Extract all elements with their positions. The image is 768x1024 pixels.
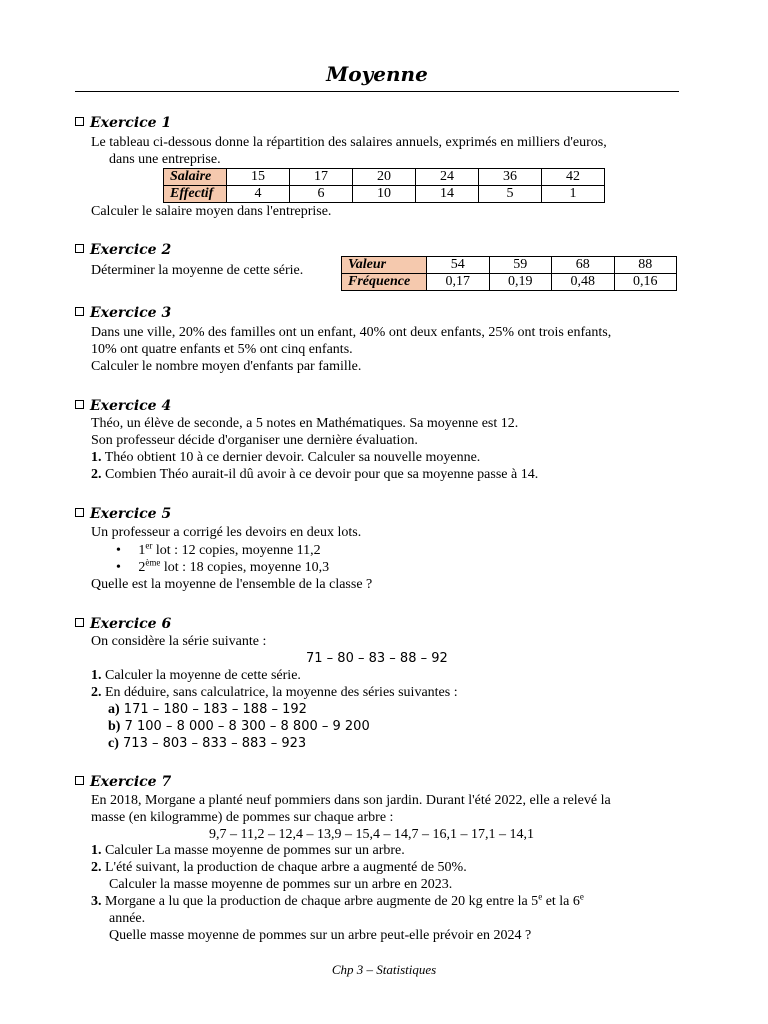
exercise-5-header	[75, 505, 679, 523]
exercise-1-text-line2: dans une entreprise.	[109, 152, 221, 167]
question-number: 1.	[91, 450, 102, 465]
list-item	[116, 559, 329, 576]
question-text: Morgane a lu que la production de chaque arbre augmente de 20 kg entre la 5	[101, 894, 539, 909]
checkbox-square-icon	[75, 400, 84, 409]
frequency-table	[341, 256, 677, 291]
page-title: Moyenne	[326, 62, 428, 86]
table-cell: 0,48	[552, 274, 615, 291]
title-underline	[75, 91, 679, 92]
series-values: 171 – 180 – 183 – 188 – 192	[119, 702, 307, 717]
exercise-3-header	[75, 304, 679, 322]
table-cell: 68	[552, 257, 615, 274]
exercise-3-line1: Dans une ville, 20% des familles ont un enfant, 40% ont deux enfants, 25% ont trois enfants,	[91, 325, 612, 340]
exercise-7-line2: masse (en kilogramme) de pommes sur chaque arbre :	[91, 810, 394, 825]
table-cell: 0,16	[614, 274, 677, 291]
exercise-7-question-3-final: Quelle masse moyenne de pommes sur un arbre peut-elle prévoir en 2024 ?	[109, 928, 532, 943]
exercise-1-title: Exercice 1	[90, 115, 172, 131]
table-cell: 14	[416, 186, 479, 203]
exercise-6-header	[75, 615, 679, 633]
table-row-label: Valeur	[342, 257, 427, 274]
exercise-5-question: Quelle est la moyenne de l'ensemble de la classe ?	[91, 577, 373, 592]
exercise-7-question-2-cont: Calculer la masse moyenne de pommes sur un arbre en 2023.	[109, 877, 453, 892]
table-cell: 1	[542, 186, 605, 203]
table-cell: 0,17	[427, 274, 490, 291]
checkbox-square-icon	[75, 618, 84, 627]
checkbox-square-icon	[75, 307, 84, 316]
question-text: Calculer La masse moyenne de pommes sur un arbre.	[101, 843, 405, 858]
item-label: b)	[108, 719, 121, 734]
exercise-7-title: Exercice 7	[90, 774, 172, 790]
exercise-4-line1: Théo, un élève de seconde, a 5 notes en Mathématiques. Sa moyenne est 12.	[91, 416, 519, 431]
question-number: 2.	[91, 467, 102, 482]
bullet-ordinal: 2	[138, 560, 146, 575]
table-cell: 15	[227, 169, 290, 186]
exercise-7-question-3-cont: année.	[109, 911, 146, 926]
exercise-5-line1: Un professeur a corrigé les devoirs en deux lots.	[91, 525, 362, 540]
table-cell: 54	[427, 257, 490, 274]
exercise-3-line2: 10% ont quatre enfants et 5% ont cinq enfants.	[91, 342, 353, 357]
ordinal-suffix: er	[145, 540, 153, 551]
exercise-4-title: Exercice 4	[90, 398, 172, 414]
page-footer: Chp 3 – Statistiques	[331, 962, 437, 977]
exercise-6-line1: On considère la série suivante :	[91, 634, 267, 649]
table-cell: 6	[290, 186, 353, 203]
exercise-4-question-2	[91, 466, 538, 483]
exercise-7-header	[75, 773, 679, 791]
table-cell: 10	[353, 186, 416, 203]
bullet-text: lot : 18 copies, moyenne 10,3	[160, 560, 330, 575]
table-row-label: Salaire	[164, 169, 227, 186]
exercise-3-title: Exercice 3	[90, 305, 172, 321]
question-number: 1.	[91, 668, 102, 683]
exercise-6-question-1	[91, 667, 301, 684]
series-values: 7 100 – 8 000 – 8 300 – 8 800 – 9 200	[120, 719, 370, 734]
checkbox-square-icon	[75, 244, 84, 253]
exercise-7-question-1	[91, 842, 405, 859]
table-cell: 0,19	[489, 274, 552, 291]
question-number: 3.	[91, 894, 102, 909]
table-cell: 88	[614, 257, 677, 274]
question-text: Calculer la moyenne de cette série.	[101, 668, 301, 683]
series-a	[108, 701, 307, 718]
question-number: 2.	[91, 685, 102, 700]
exercise-6-title: Exercice 6	[90, 616, 172, 632]
table-cell: 5	[479, 186, 542, 203]
table-cell: 42	[542, 169, 605, 186]
exercise-1-question: Calculer le salaire moyen dans l'entreprise.	[91, 204, 332, 219]
table-row	[164, 186, 605, 203]
table-cell: 59	[489, 257, 552, 274]
item-label: c)	[108, 736, 119, 751]
table-row	[342, 257, 677, 274]
exercise-4-question-1	[91, 449, 480, 466]
exercise-2-text: Déterminer la moyenne de cette série.	[91, 263, 304, 278]
table-row	[342, 274, 677, 291]
series-c	[108, 735, 306, 752]
bullet-dot-icon: •	[116, 543, 121, 558]
question-text: L'été suivant, la production de chaque arbre a augmenté de 50%.	[101, 860, 467, 875]
table-cell: 36	[479, 169, 542, 186]
exercise-7-series: 9,7 – 11,2 – 12,4 – 13,9 – 15,4 – 14,7 – 16,1 – 17,1 – 14,1	[209, 827, 534, 842]
question-number: 2.	[91, 860, 102, 875]
table-row-label: Effectif	[164, 186, 227, 203]
exercise-3-line3: Calculer le nombre moyen d'enfants par famille.	[91, 359, 362, 374]
bullet-dot-icon: •	[116, 560, 121, 575]
exercise-6-series: 71 – 80 – 83 – 88 – 92	[306, 651, 448, 666]
table-cell: 17	[290, 169, 353, 186]
checkbox-square-icon	[75, 117, 84, 126]
exercise-1-text-line1: Le tableau ci-dessous donne la répartition des salaires annuels, exprimés en milliers d'euros,	[91, 135, 607, 150]
question-text: En déduire, sans calculatrice, la moyenne des séries suivantes :	[101, 685, 458, 700]
ordinal-suffix: e	[579, 891, 584, 902]
exercise-5-title: Exercice 5	[90, 506, 172, 522]
question-text: et la 6	[542, 894, 580, 909]
bullet-ordinal: 1	[138, 543, 146, 558]
salary-table	[163, 168, 605, 203]
table-row	[164, 169, 605, 186]
table-cell: 20	[353, 169, 416, 186]
ordinal-suffix: ème	[145, 557, 161, 568]
checkbox-square-icon	[75, 508, 84, 517]
exercise-7-question-3	[91, 893, 584, 910]
question-text: Théo obtient 10 à ce dernier devoir. Calculer sa nouvelle moyenne.	[101, 450, 481, 465]
table-cell: 4	[227, 186, 290, 203]
item-label: a)	[108, 702, 120, 717]
exercise-7-question-2	[91, 859, 467, 876]
question-number: 1.	[91, 843, 102, 858]
exercise-4-header	[75, 397, 679, 415]
exercise-1-header	[75, 114, 679, 132]
exercise-6-question-2	[91, 684, 458, 701]
exercise-7-line1: En 2018, Morgane a planté neuf pommiers dans son jardin. Durant l'été 2022, elle a relevé la	[91, 793, 611, 808]
series-values: 713 – 803 – 833 – 883 – 923	[118, 736, 307, 751]
ordinal-suffix: e	[538, 891, 543, 902]
question-text: Combien Théo aurait-il dû avoir à ce devoir pour que sa moyenne passe à 14.	[101, 467, 539, 482]
checkbox-square-icon	[75, 776, 84, 785]
exercise-2-title: Exercice 2	[90, 242, 172, 258]
bullet-text: lot : 12 copies, moyenne 11,2	[152, 543, 321, 558]
exercise-4-line2: Son professeur décide d'organiser une dernière évaluation.	[91, 433, 418, 448]
series-b	[108, 718, 370, 735]
table-row-label: Fréquence	[342, 274, 427, 291]
table-cell: 24	[416, 169, 479, 186]
